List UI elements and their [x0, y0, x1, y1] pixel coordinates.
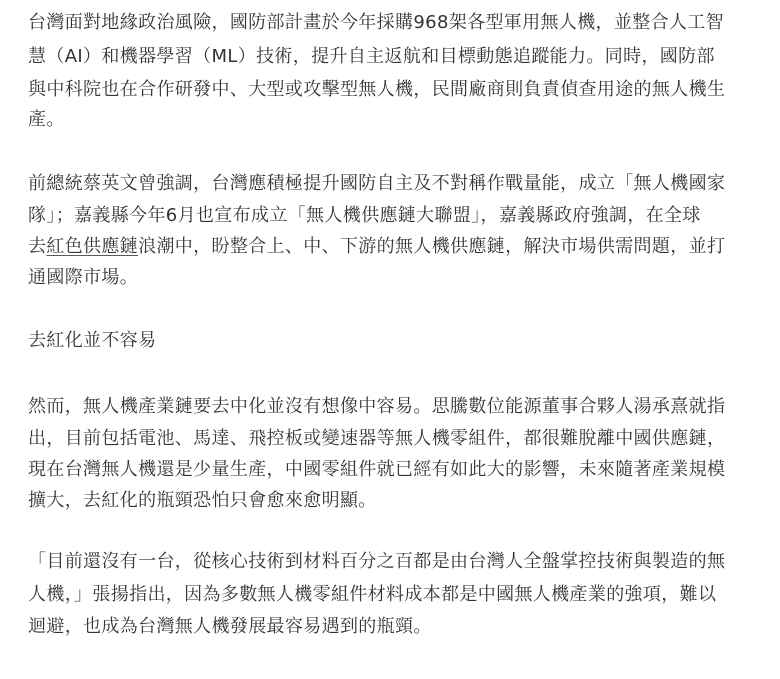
paragraph-2-line-1: 前總統蔡英文曾強調，台灣應積極提升國防自主及不對稱作戰量能，成立「無人機國家 [28, 173, 726, 194]
paragraph-2-line-3-post: 浪潮中，盼整合上、中、下游的無人機供應鏈，解決市場供需問題，並打 [138, 236, 726, 257]
paragraph-1-line-2: 慧（AI）和機器學習（ML）技術，提升自主返航和目標動態追蹤能力。同時，國防部 [28, 46, 715, 67]
paragraph-2-line-3 [28, 236, 725, 258]
paragraph-3-line-4: 擴大，去紅化的瓶頸恐怕只會愈來愈明顯。 [28, 490, 377, 511]
paragraph-3-line-1: 然而，無人機產業鏈要去中化並沒有想像中容易。思騰數位能源董事合夥人湯承熹就指 [28, 396, 726, 417]
paragraph-1-line-4: 產。 [28, 109, 65, 130]
paragraph-3-line-3: 現在台灣無人機還是少量生產，中國零組件就已經有如此大的影響，未來隨著產業規模 [28, 459, 726, 480]
paragraph-4-line-2: 人機，」張揚指出，因為多數無人機零組件材料成本都是中國無人機產業的強項，難以 [28, 584, 717, 605]
paragraph-1-line-1: 台灣面對地緣政治風險，國防部計畫於今年採購968架各型軍用無人機，並整合人工智 [28, 12, 725, 33]
section-heading: 去紅化並不容易 [28, 330, 157, 351]
red-supply-chain-link[interactable]: 紅色供應鏈 [46, 236, 139, 257]
paragraph-2-line-4: 通國際市場。 [28, 267, 139, 288]
paragraph-1-line-3: 與中科院也在合作研發中、大型或攻擊型無人機，民間廠商則負責偵查用途的無人機生 [28, 79, 726, 100]
paragraph-4-line-1: 「目前還沒有一台，從核心技術到材料百分之百都是由台灣人全盤掌控技術與製造的無 [28, 551, 726, 572]
paragraph-2-line-2: 隊」；嘉義縣今年6月也宣布成立「無人機供應鏈大聯盟」，嘉義縣政府強調，在全球 [28, 205, 701, 226]
paragraph-3-line-2: 出，目前包括電池、馬達、飛控板或變速器等無人機零組件，都很難脫離中國供應鏈， [28, 428, 726, 449]
paragraph-2-line-3-pre: 去 [28, 236, 47, 257]
paragraph-4-line-3: 迴避，也成為台灣無人機發展最容易遇到的瓶頸。 [28, 616, 432, 637]
